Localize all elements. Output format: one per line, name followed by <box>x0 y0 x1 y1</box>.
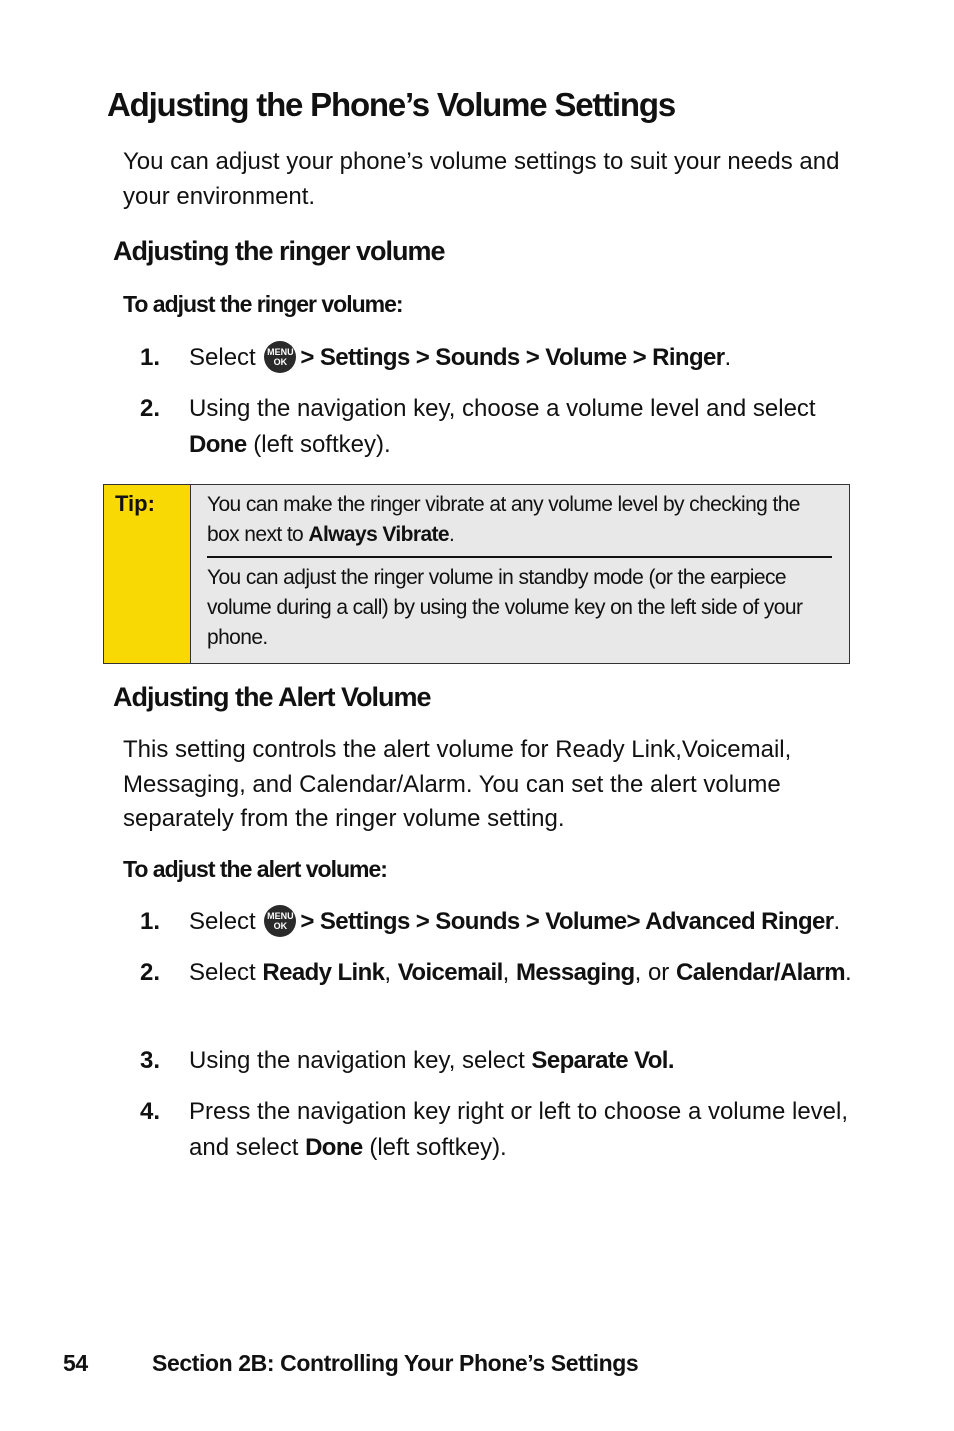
softkey-label: Done <box>305 1134 363 1161</box>
tip-box <box>103 484 850 664</box>
ringer-procedure-title: To adjust the ringer volume: <box>123 291 403 317</box>
page-title: Adjusting the Phone’s Volume Settings <box>107 86 675 123</box>
alert-step-2: 2. Select Ready Link, Voicemail, Messaging, or Calendar/Alarm. <box>140 955 865 991</box>
alert-procedure-title: To adjust the alert volume: <box>123 856 387 882</box>
alert-step-1: 1. Select MENU OK > Settings > Sounds > Volume> Advanced Ringer. <box>140 904 865 940</box>
tip-item-2: You can adjust the ringer volume in standby mode (or the earpiece volume during a call) by using the volume key on the left side of your phone. <box>207 566 803 649</box>
step-number: 4. <box>140 1098 161 1125</box>
option-voicemail: Voicemail <box>397 959 503 986</box>
option-calendar-alarm: Calendar/Alarm <box>675 959 845 986</box>
ringer-step-1: 1. Select MENU OK > Settings > Sounds > Volume > Ringer. <box>140 340 865 376</box>
section-footer: Section 2B: Controlling Your Phone’s Settings <box>152 1350 639 1376</box>
step-number: 2. <box>140 959 161 986</box>
alert-step-3: 3. Using the navigation key, select Separate Vol. <box>140 1043 865 1079</box>
alert-description: This setting controls the alert volume for Ready Link,Voicemail, Messaging, and Calendar/Alarm. You can set the alert volume separately from the ringer volume setting. <box>123 736 792 832</box>
step-select-text: Select <box>189 908 256 935</box>
menu-ok-key-icon: MENU OK <box>264 341 296 373</box>
softkey-label: Done <box>189 431 247 458</box>
step-number: 1. <box>140 344 161 371</box>
alert-step-4: 4. Press the navigation key right or left to choose a volume level, and select Done (left softkey). <box>140 1094 865 1166</box>
ringer-step-2: 2. Using the navigation key, choose a volume level and select Done (left softkey). <box>140 391 865 463</box>
always-vibrate-label: Always Vibrate <box>308 523 449 546</box>
step-number: 2. <box>140 395 161 422</box>
option-ready-link: Ready Link <box>262 959 385 986</box>
intro-paragraph: You can adjust your phone’s volume settings to suit your needs and your environment. <box>123 148 840 210</box>
tip-label: Tip: <box>115 491 155 516</box>
tip-item-1: You can make the ringer vibrate at any volume level by checking the box next to Always Vibrate. <box>207 493 800 546</box>
alert-section-heading: Adjusting the Alert Volume <box>113 682 431 712</box>
menu-path: > Settings > Sounds > Volume > Ringer <box>300 344 725 371</box>
step-select-text: Select <box>189 344 256 371</box>
option-messaging: Messaging <box>515 959 635 986</box>
step-number: 1. <box>140 908 161 935</box>
tip-label-column <box>104 485 191 663</box>
step-number: 3. <box>140 1047 161 1074</box>
menu-ok-key-icon: MENU OK <box>264 905 296 937</box>
menu-path: > Settings > Sounds > Volume> Advanced Ringer <box>300 908 834 935</box>
separate-vol-label: Separate Vol. <box>531 1047 674 1074</box>
tip-divider <box>207 556 832 558</box>
page-number: 54 <box>63 1350 88 1376</box>
ringer-section-heading: Adjusting the ringer volume <box>113 236 445 266</box>
